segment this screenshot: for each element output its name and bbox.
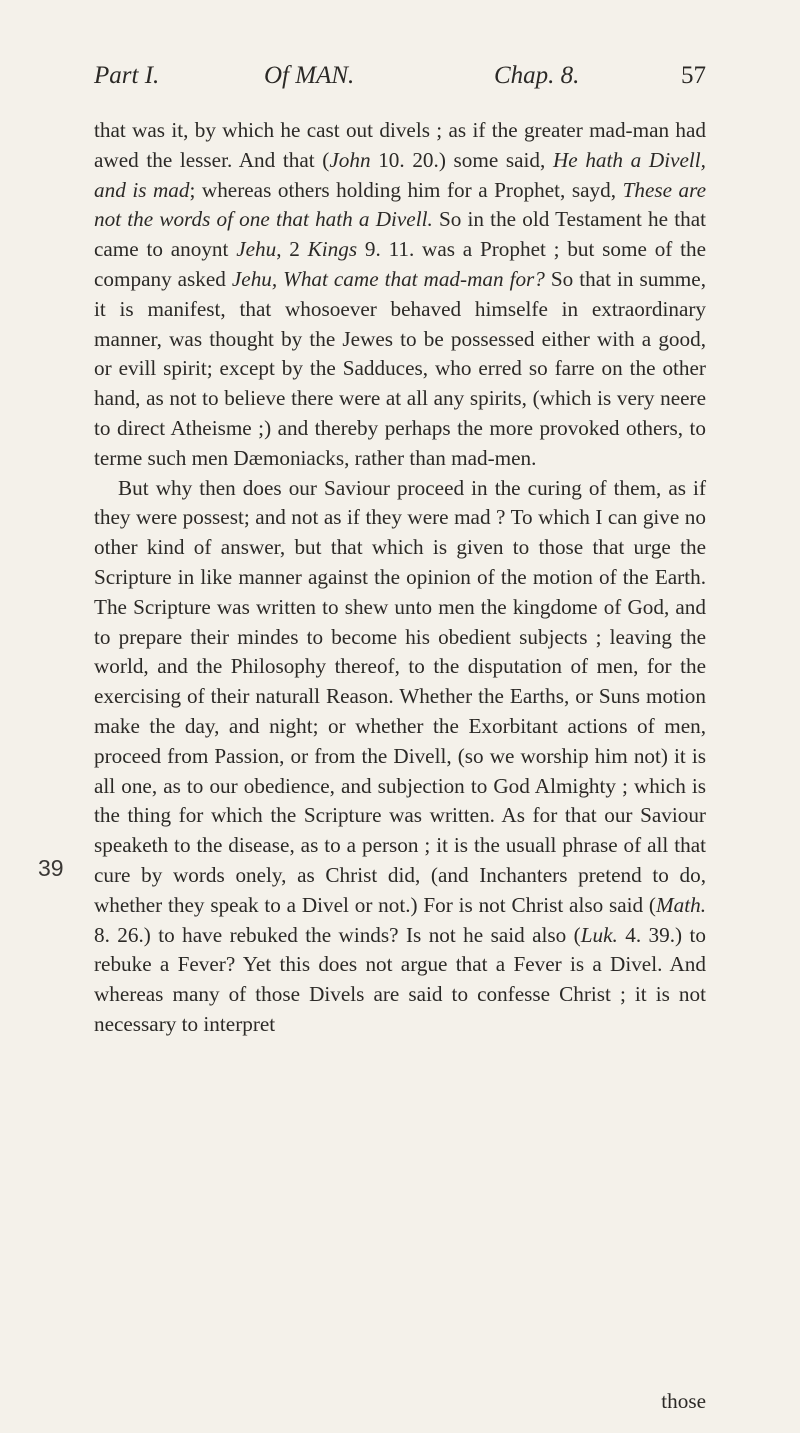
text-run: But why then does our Saviour proceed in the curing of them, as if they were possest; and not as if they were mad ? To which I can give no other kind of answer, but that which is given to those that urge the Scripture in like manner against the opinion of the motion of the Earth. The Scripture was written to shew unto men the kingdome of God, and to prepare their mindes to become his obedient subjects ; leaving the world, and the Philosophy thereof, to the disputation of men, for the exercising of their naturall Reason. Whether the Earths, or Suns motion make the day, and night; or whether the Exorbitant actions of men, proceed from Passion, or from the Divell, (so we worship him not) it is all one, as to our obedience, and subjection to God Almighty ; which is the thing for which the Scripture was written. As for that our Saviour speaketh to the disease, as to a person ; it is the usuall phrase of all that cure by words onely, as Christ did, (and Inchanters pretend to do, whether they speak to a Divel or not.) For is not Christ also said (	[94, 475, 706, 917]
italic-text: He hath a Divell, and is mad	[94, 147, 706, 202]
text-run: So that in summe, it is manifest, that whosoever behaved himselfe in extraordinary manner, was thought by the Jewes to be possessed either with a good, or evill spirit; except by the Sadduces, who erred so farre on the other hand, as not to believe there were at all any spirits, (which is very neere to direct Atheisme ;) and thereby perhaps the more provoked others, to terme such men Dæmoniacks, rather than mad-men.	[94, 266, 706, 470]
italic-text: Kings	[307, 237, 358, 262]
text-run: ; whereas others holding him for a Prophet, sayd,	[189, 177, 623, 202]
italic-text: John	[329, 147, 371, 172]
italic-text: Luk.	[580, 922, 618, 947]
italic-text: Jehu	[236, 237, 277, 262]
text-run: , 2	[276, 237, 308, 262]
text-run: that was it, by which he cast out divels ; as if the greater mad-man had awed the lesser. And that (	[94, 118, 706, 172]
header-title: Of MAN.	[264, 62, 355, 89]
italic-text: Math.	[655, 892, 706, 917]
catchword: those	[661, 1389, 706, 1413]
text-run: 10. 20.) some said,	[370, 147, 553, 172]
header-part: Part I.	[94, 62, 160, 89]
running-header	[94, 62, 706, 102]
text-run: 8. 26.) to have rebuked the winds? Is not he said also (	[94, 922, 581, 947]
text-run: 4. 39.) to rebuke a Fever? Yet this does not argue that a Fever is a Divel. And whereas many of those Divels are said to confesse Christ ; it is not necessary to interpret	[94, 922, 706, 1036]
text-run: So in the old Testament he that came to anoynt	[94, 207, 707, 262]
page-number: 57	[681, 62, 706, 89]
italic-text: These are not the words of one that hath a Divell.	[94, 177, 706, 232]
margin-section-number: 39	[38, 855, 64, 881]
italic-text: Jehu, What came that mad-man for?	[231, 266, 545, 291]
paragraph	[94, 474, 706, 1040]
text-run: 9. 11. was a Prophet ; but some of the company asked	[94, 237, 707, 291]
body-text	[94, 116, 706, 1040]
paragraph	[94, 116, 706, 474]
header-chapter: Chap. 8.	[494, 62, 580, 89]
